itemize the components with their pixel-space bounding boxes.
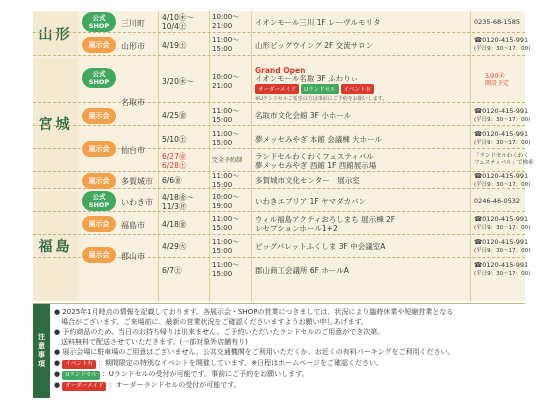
- exhibition-badge: 展示会: [82, 141, 116, 157]
- date: 4/10㊍～ 10/4㊏: [162, 13, 194, 31]
- note-ordermade: ● オーダーメイド ：オーダーランドセルの受付が可能です。: [54, 381, 241, 389]
- city-name: 山形市: [121, 42, 145, 51]
- time: 完全予約制: [212, 157, 243, 164]
- date: 6/27㊎ 6/28㊏: [162, 152, 187, 170]
- venue: 多賀城市文化センター 展示室: [255, 176, 360, 185]
- venue: ビッグパレットふくしま 3F 中会議室A: [255, 242, 386, 251]
- time: 11:00～ 15:00: [212, 107, 240, 124]
- date: 4/25㊎: [162, 111, 187, 120]
- note-line: ● 2025年1月時点の情報を記載しております。各展示会・SHOPの営業につきましては、状況により臨時休業や短縮営業となる: [54, 308, 454, 316]
- note-line: 場合がございます。ご来場前に、最新の営業状況をご確認くださいますようお願い申しあげます。: [54, 318, 368, 326]
- venue: 郡山商工会議所 6F ホールA: [255, 266, 349, 275]
- venue: ウィル福島アクティおろしまち 展示棟 2F レセプションホール1+2: [255, 215, 396, 233]
- date: 4/18㊎～ 11/3㊊: [162, 193, 194, 211]
- shop-badge: 公式 SHOP: [82, 191, 116, 211]
- time: 11:00～ 15:00: [212, 36, 240, 53]
- tag-ordermade: オーダーメイド: [255, 84, 299, 94]
- time: 10:00～ 21:00: [212, 73, 240, 90]
- date: 6/7㊏: [162, 266, 182, 275]
- venue: イオンモール三川 1F レーヴルモリタ: [255, 18, 381, 27]
- phone: ☎0120-415-991 (平日9：30～17：00): [474, 107, 531, 123]
- city-name: いわき市: [121, 198, 153, 207]
- note-line: ● 予約商品のため、当日のお持ち帰りは出来ません。ご予約いただいたランドセルのご用意ができ次第、: [54, 328, 385, 336]
- note-line: 送料無料で配送させていただきます。(一部対象外店舗有り): [54, 338, 248, 346]
- shop-badge: 公式 SHOP: [82, 12, 116, 32]
- venue: いわきエブリア 1F ヤマダカバン: [255, 197, 367, 206]
- phone: ☎0120-415-991 (平日9：30～17：00): [474, 215, 531, 231]
- phone: 0246-46-0532: [474, 197, 521, 205]
- notes-section: [33, 303, 525, 397]
- search-hint: 「ランドセルわくわく フェスティバル」で検索: [474, 153, 534, 166]
- time: 11:00～ 15:00: [212, 172, 240, 189]
- tag-event: イベント有: [341, 84, 375, 94]
- city-name: 福島市: [121, 221, 145, 230]
- exhibition-badge: 展示会: [82, 37, 116, 53]
- date: 4/18㊎: [162, 220, 187, 229]
- tag-u-randoseru: Uランドセル: [301, 84, 338, 94]
- phone: 0235-68-1585: [474, 18, 521, 26]
- notes-title: 注 意 事 項: [33, 304, 50, 398]
- region-yamagata: 山形: [33, 11, 78, 56]
- city-name: 仙台市: [121, 146, 145, 155]
- reservation-note: ※Uランドセルご希望の方は事前にご予約をお願いします。: [255, 96, 388, 102]
- date: 6/6㊎: [162, 176, 182, 185]
- venue: 夢メッセみやぎ 本館 会議棟 大ホール: [255, 135, 383, 144]
- shop-badge: 公式 SHOP: [82, 68, 116, 88]
- phone: ☎0120-415-991 (平日9：30～17：00): [474, 238, 531, 254]
- city-name: 多賀城市: [121, 177, 153, 186]
- date: 3/20㊍～: [162, 77, 194, 86]
- time: 11:00～ 15:00: [212, 130, 240, 147]
- time: 10:00～ 19:00: [212, 193, 240, 210]
- date: 4/29㊋: [162, 242, 187, 251]
- exhibition-badge: 展示会: [82, 247, 116, 263]
- city-name: 名取市: [121, 98, 145, 107]
- note-event: ● イベント有 ：期間限定の特別なイベントを開催しています。※日程はホームページをご確認ください。: [54, 359, 384, 367]
- city-name: 三川町: [121, 19, 145, 28]
- exhibition-badge: 展示会: [82, 173, 116, 189]
- time: 11:00～ 15:00: [212, 261, 240, 278]
- date: 5/10㊏: [162, 135, 187, 144]
- phone: ☎0120-415-991 (平日9：30～17：00): [474, 261, 531, 277]
- exhibition-badge: 展示会: [82, 108, 116, 124]
- venue: イオンモール名取 3F ふわりぃ: [255, 74, 359, 83]
- date: 4/19㊏: [162, 41, 187, 50]
- schedule-table: [33, 11, 534, 301]
- region-miyagi: 宮城: [33, 58, 78, 189]
- phone: ☎0120-415-991 (平日9：30～17：00): [474, 172, 531, 188]
- venue: ランドセルわくわくフェスティバル 夢メッセみやぎ 西館 1F 西館展示場: [255, 152, 377, 170]
- opening-date: 3/20㊍ 開設予定: [485, 73, 510, 87]
- note-u-randoseru: ● Uランドセル ：Uランドセルの受付が可能です。事前にご予約をお願いします。: [54, 370, 309, 378]
- time: 11:00～ 15:00: [212, 238, 240, 255]
- region-fukushima: 福島: [33, 191, 78, 301]
- note-line: ● 展示会場に駐車場のご用意はございません。公共交通機関をご利用いただくか、お近くの有料パーキングをご利用ください。: [54, 348, 455, 356]
- venue: 名取市文化会館 3F 小ホール: [255, 111, 352, 120]
- venue: 山形ビッグウイング 2F 交流サロン: [255, 41, 374, 50]
- phone: ☎0120-415-991 (平日9：30～17：00): [474, 36, 531, 52]
- feature-tags: [255, 84, 374, 94]
- grand-open-label: Grand Open: [255, 66, 306, 75]
- city-name: 郡山市: [121, 252, 145, 261]
- time: 11:00～ 15:00: [212, 215, 240, 232]
- time: 10:00～ 21:00: [212, 13, 240, 30]
- phone: ☎0120-415-991 (平日9：30～17：00): [474, 130, 531, 146]
- exhibition-badge: 展示会: [82, 216, 116, 232]
